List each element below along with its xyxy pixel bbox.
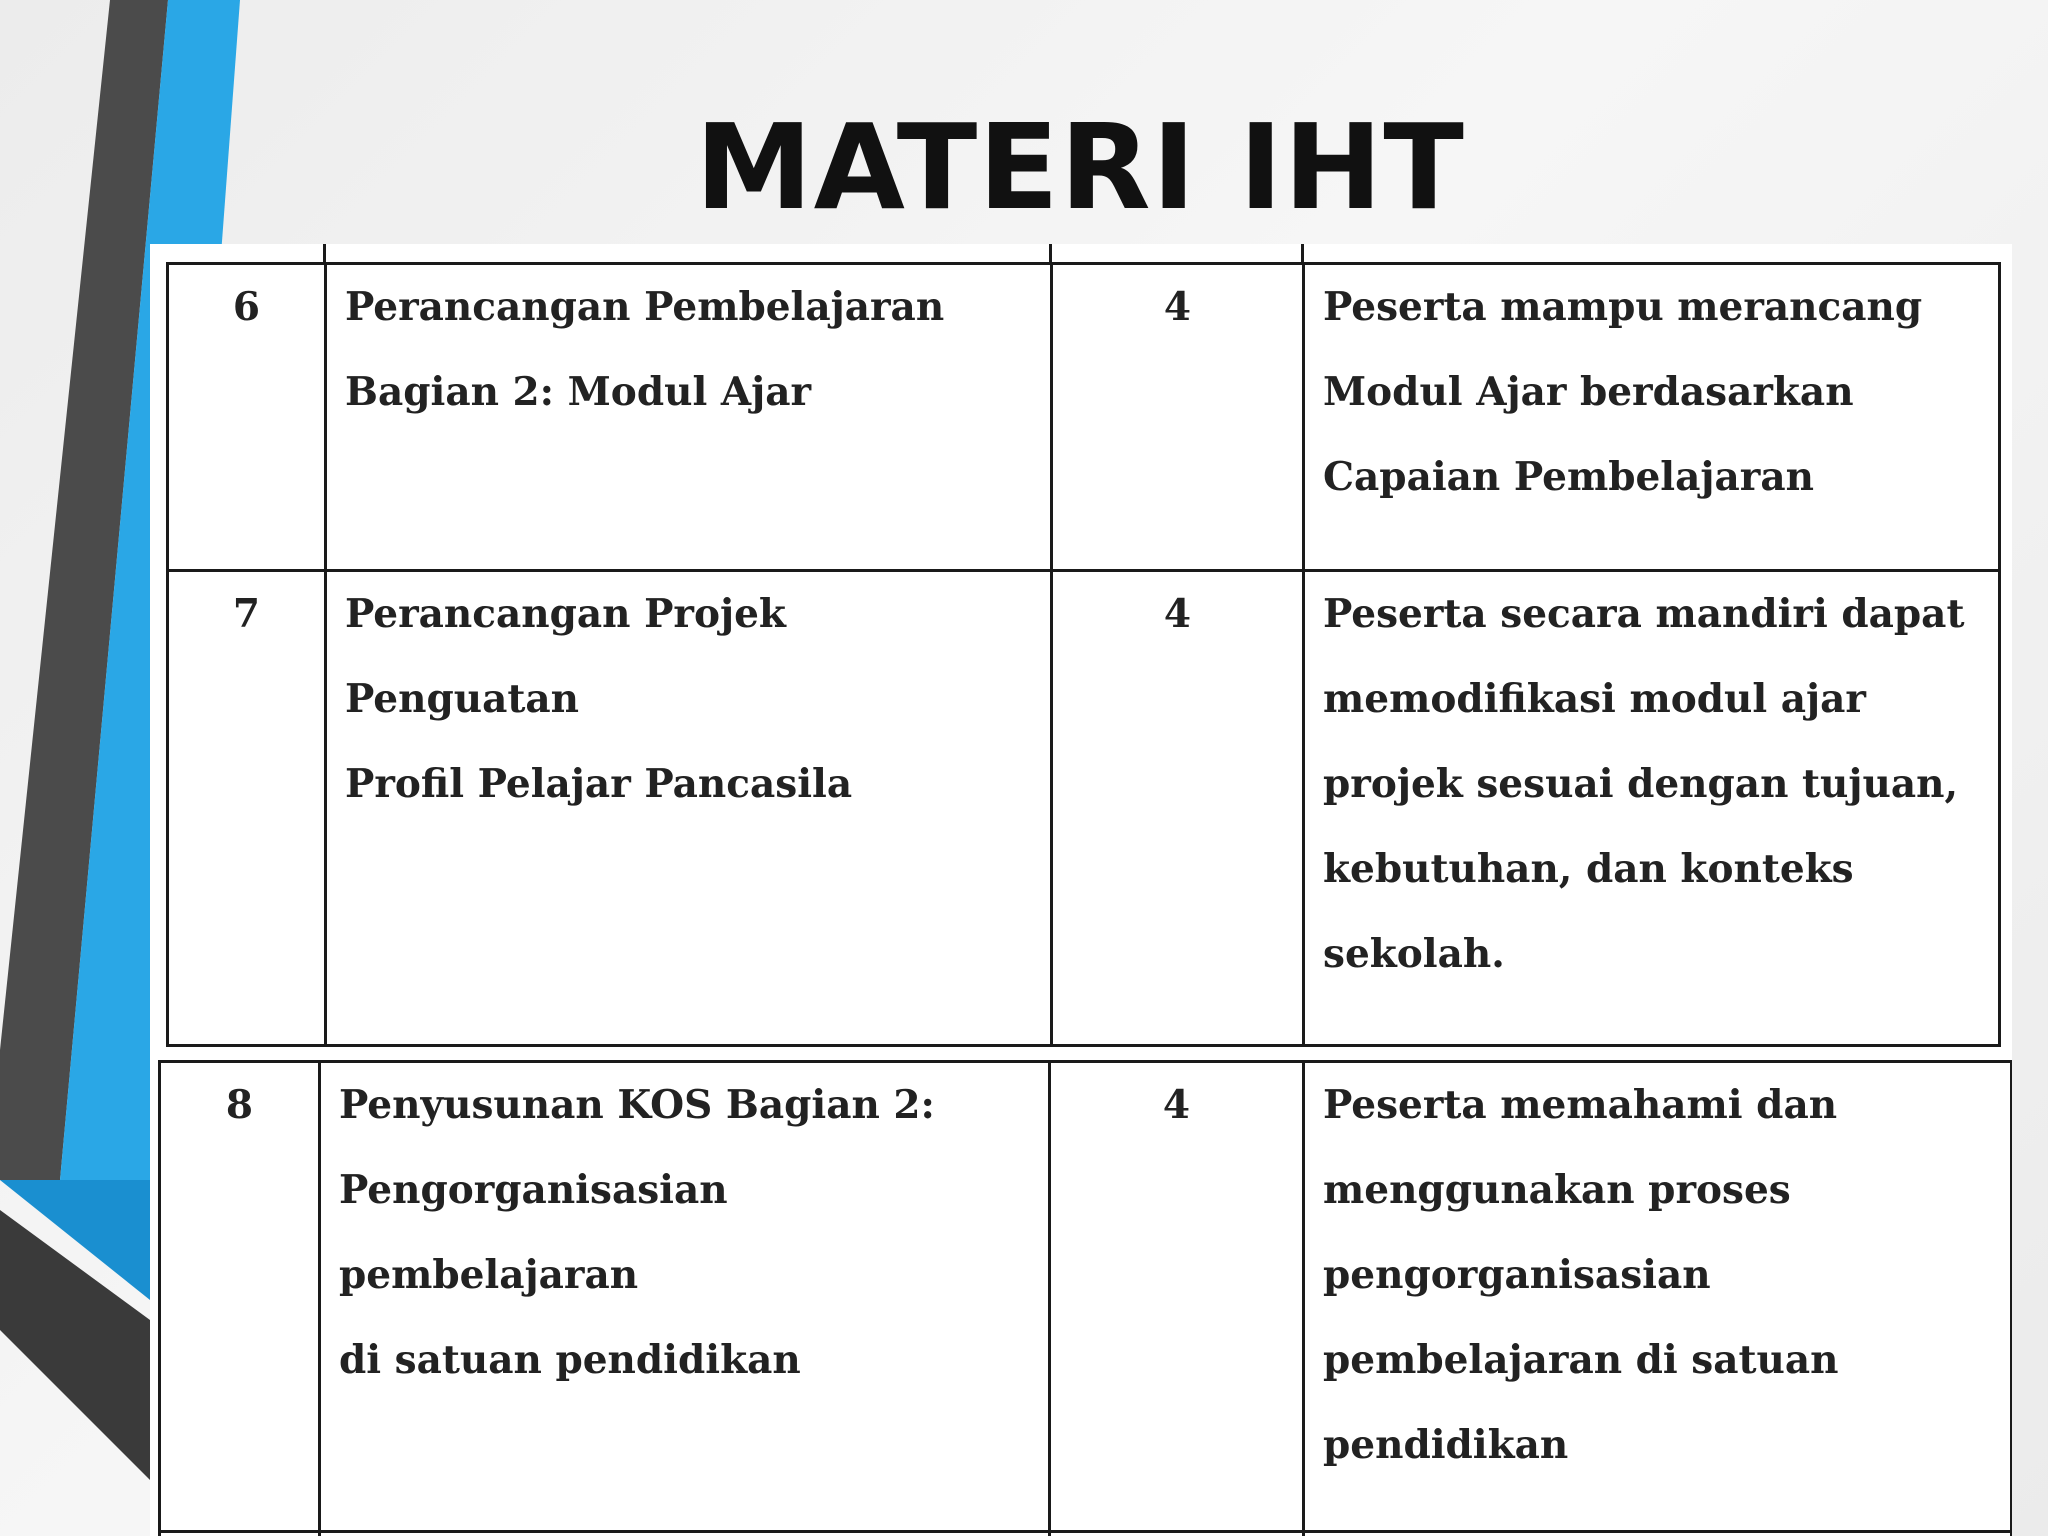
row-number: 7 — [168, 571, 326, 1046]
materi-cell: Perancangan Projek Penguatan Profil Pelajar Pancasila — [326, 571, 1052, 1046]
jp-cell: 4 — [1052, 264, 1304, 571]
materi-cell: Perancangan Pembelajaran Bagian 2: Modul Ajar — [326, 264, 1052, 571]
jp-cell — [1050, 1532, 1304, 1536]
tujuan-cell: Peserta mampu merancang Modul Ajar berdasarkan Capaian Pembelajaran — [1304, 264, 2000, 571]
jp-cell: 4 — [1050, 1062, 1304, 1532]
tujuan-cell: Peserta memahami dan menggunakan proses pengorganisasian pembelajaran di satuan pendidikan — [1304, 1062, 2012, 1532]
table-top-divider — [323, 244, 326, 262]
materi-table — [150, 244, 2012, 1536]
row-number: 8 — [160, 1062, 320, 1532]
jp-cell: 4 — [1052, 571, 1304, 1046]
materi-cell — [320, 1532, 1050, 1536]
tujuan-cell — [1304, 1532, 2012, 1536]
materi-cell: Penyusunan KOS Bagian 2: Pengorganisasian pembelajaran di satuan pendidikan — [320, 1062, 1050, 1532]
row-number: 6 — [168, 264, 326, 571]
table-row — [160, 1532, 2012, 1536]
table-upper-section — [166, 262, 2001, 1047]
table-row — [168, 571, 2000, 1046]
table-top-divider — [1049, 244, 1052, 262]
table-row — [168, 264, 2000, 571]
table-lower-section — [158, 1060, 2012, 1536]
table-row — [160, 1062, 2012, 1532]
table-top-divider — [1301, 244, 1304, 262]
tujuan-cell: Peserta secara mandiri dapat memodifikasi modul ajar projek sesuai dengan tujuan, kebutuhan, dan konteks sekolah. — [1304, 571, 2000, 1046]
slide-title: MATERI IHT — [695, 98, 1465, 236]
row-number — [160, 1532, 320, 1536]
